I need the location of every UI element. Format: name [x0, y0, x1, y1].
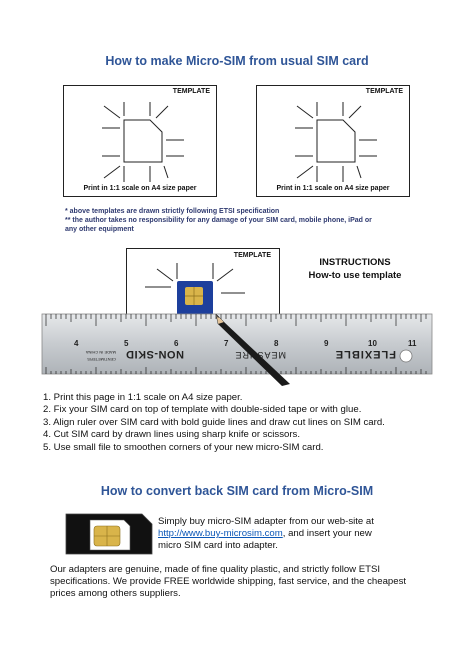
adapter-line-1: Simply buy micro-SIM adapter from our web-site at	[158, 516, 374, 527]
adapter-line-2-rest: , and insert your new	[282, 528, 372, 539]
note-disclaimer: ** the author takes no responsibility for any damage of your SIM card, mobile phone, iPad or	[65, 217, 372, 224]
section-convert-title: How to convert back SIM card from Micro-SIM	[100, 484, 374, 498]
step-3: 3. Align ruler over SIM card with bold guide lines and draw cut lines on SIM card.	[43, 416, 385, 428]
instructions-heading: INSTRUCTIONS	[319, 257, 391, 268]
template-2-caption: Print in 1:1 scale on A4 size paper	[276, 185, 390, 192]
note-disclaimer-cont: any other equipment	[65, 226, 134, 233]
adapter-line-3: micro SIM card into adapter.	[158, 540, 278, 551]
instructions-heading-block	[290, 256, 420, 282]
template-2-label: TEMPLATE	[365, 88, 403, 95]
step-1: 1. Print this page in 1:1 scale on A4 size paper.	[43, 392, 243, 403]
instruction-template-label: TEMPLATE	[233, 252, 271, 259]
note-etsi: * above templates are drawn strictly following ETSI specification	[65, 208, 280, 215]
template-1-caption: Print in 1:1 scale on A4 size paper	[83, 185, 197, 192]
sim-template-2	[256, 85, 410, 197]
ruler-text-brand: NON-SKID	[125, 348, 184, 360]
sim-adapter-image	[64, 510, 154, 558]
ruler-text-mid: MEASURE	[234, 350, 286, 360]
ruler-num-11: 11	[408, 339, 417, 348]
ruler-num-8: 8	[274, 339, 279, 348]
instructions-subheading: How-to use template	[308, 270, 402, 281]
ruler-num-5: 5	[124, 339, 129, 348]
sim-template-1	[63, 85, 217, 197]
ruler-num-10: 10	[368, 339, 377, 348]
ruler-text-made: MADE IN CHINA	[85, 350, 116, 355]
buy-microsim-link[interactable]: http://www.buy-microsim.com	[158, 528, 283, 539]
ruler-num-4: 4	[74, 339, 79, 348]
ruler-text-flexible: FLEXIBLE	[334, 348, 396, 360]
sim-template-1-drawing	[64, 86, 218, 198]
page-title: How to make Micro-SIM from usual SIM card	[105, 54, 369, 68]
ruler-hole	[400, 350, 412, 362]
template-1-label: TEMPLATE	[172, 88, 210, 95]
closing-paragraph: Our adapters are genuine, made of fine quality plastic, and strictly follow ETSI specifications. We provide FREE worldwide shipping, fast service, and the cheapest prices among others suppliers.	[50, 564, 407, 599]
instruction-template	[126, 248, 280, 314]
step-5: 5. Use small file to smoothen corners of your new micro-SIM card.	[43, 441, 324, 453]
ruler-num-6: 6	[174, 339, 179, 348]
notes	[65, 207, 372, 234]
ruler-text-centimeters: CENTIMETERS	[87, 357, 116, 362]
adapter-description	[158, 516, 438, 552]
ruler-num-7: 7	[224, 339, 229, 348]
step-4: 4. Cut SIM card by drawn lines using sharp knife or scissors.	[43, 429, 301, 441]
ruler-illustration	[38, 306, 436, 386]
step-2: 2. Fix your SIM card on top of template with double-sided tape or with glue.	[43, 404, 362, 416]
steps-list	[43, 392, 385, 454]
sim-template-2-drawing	[257, 86, 411, 198]
ruler-num-9: 9	[324, 339, 329, 348]
